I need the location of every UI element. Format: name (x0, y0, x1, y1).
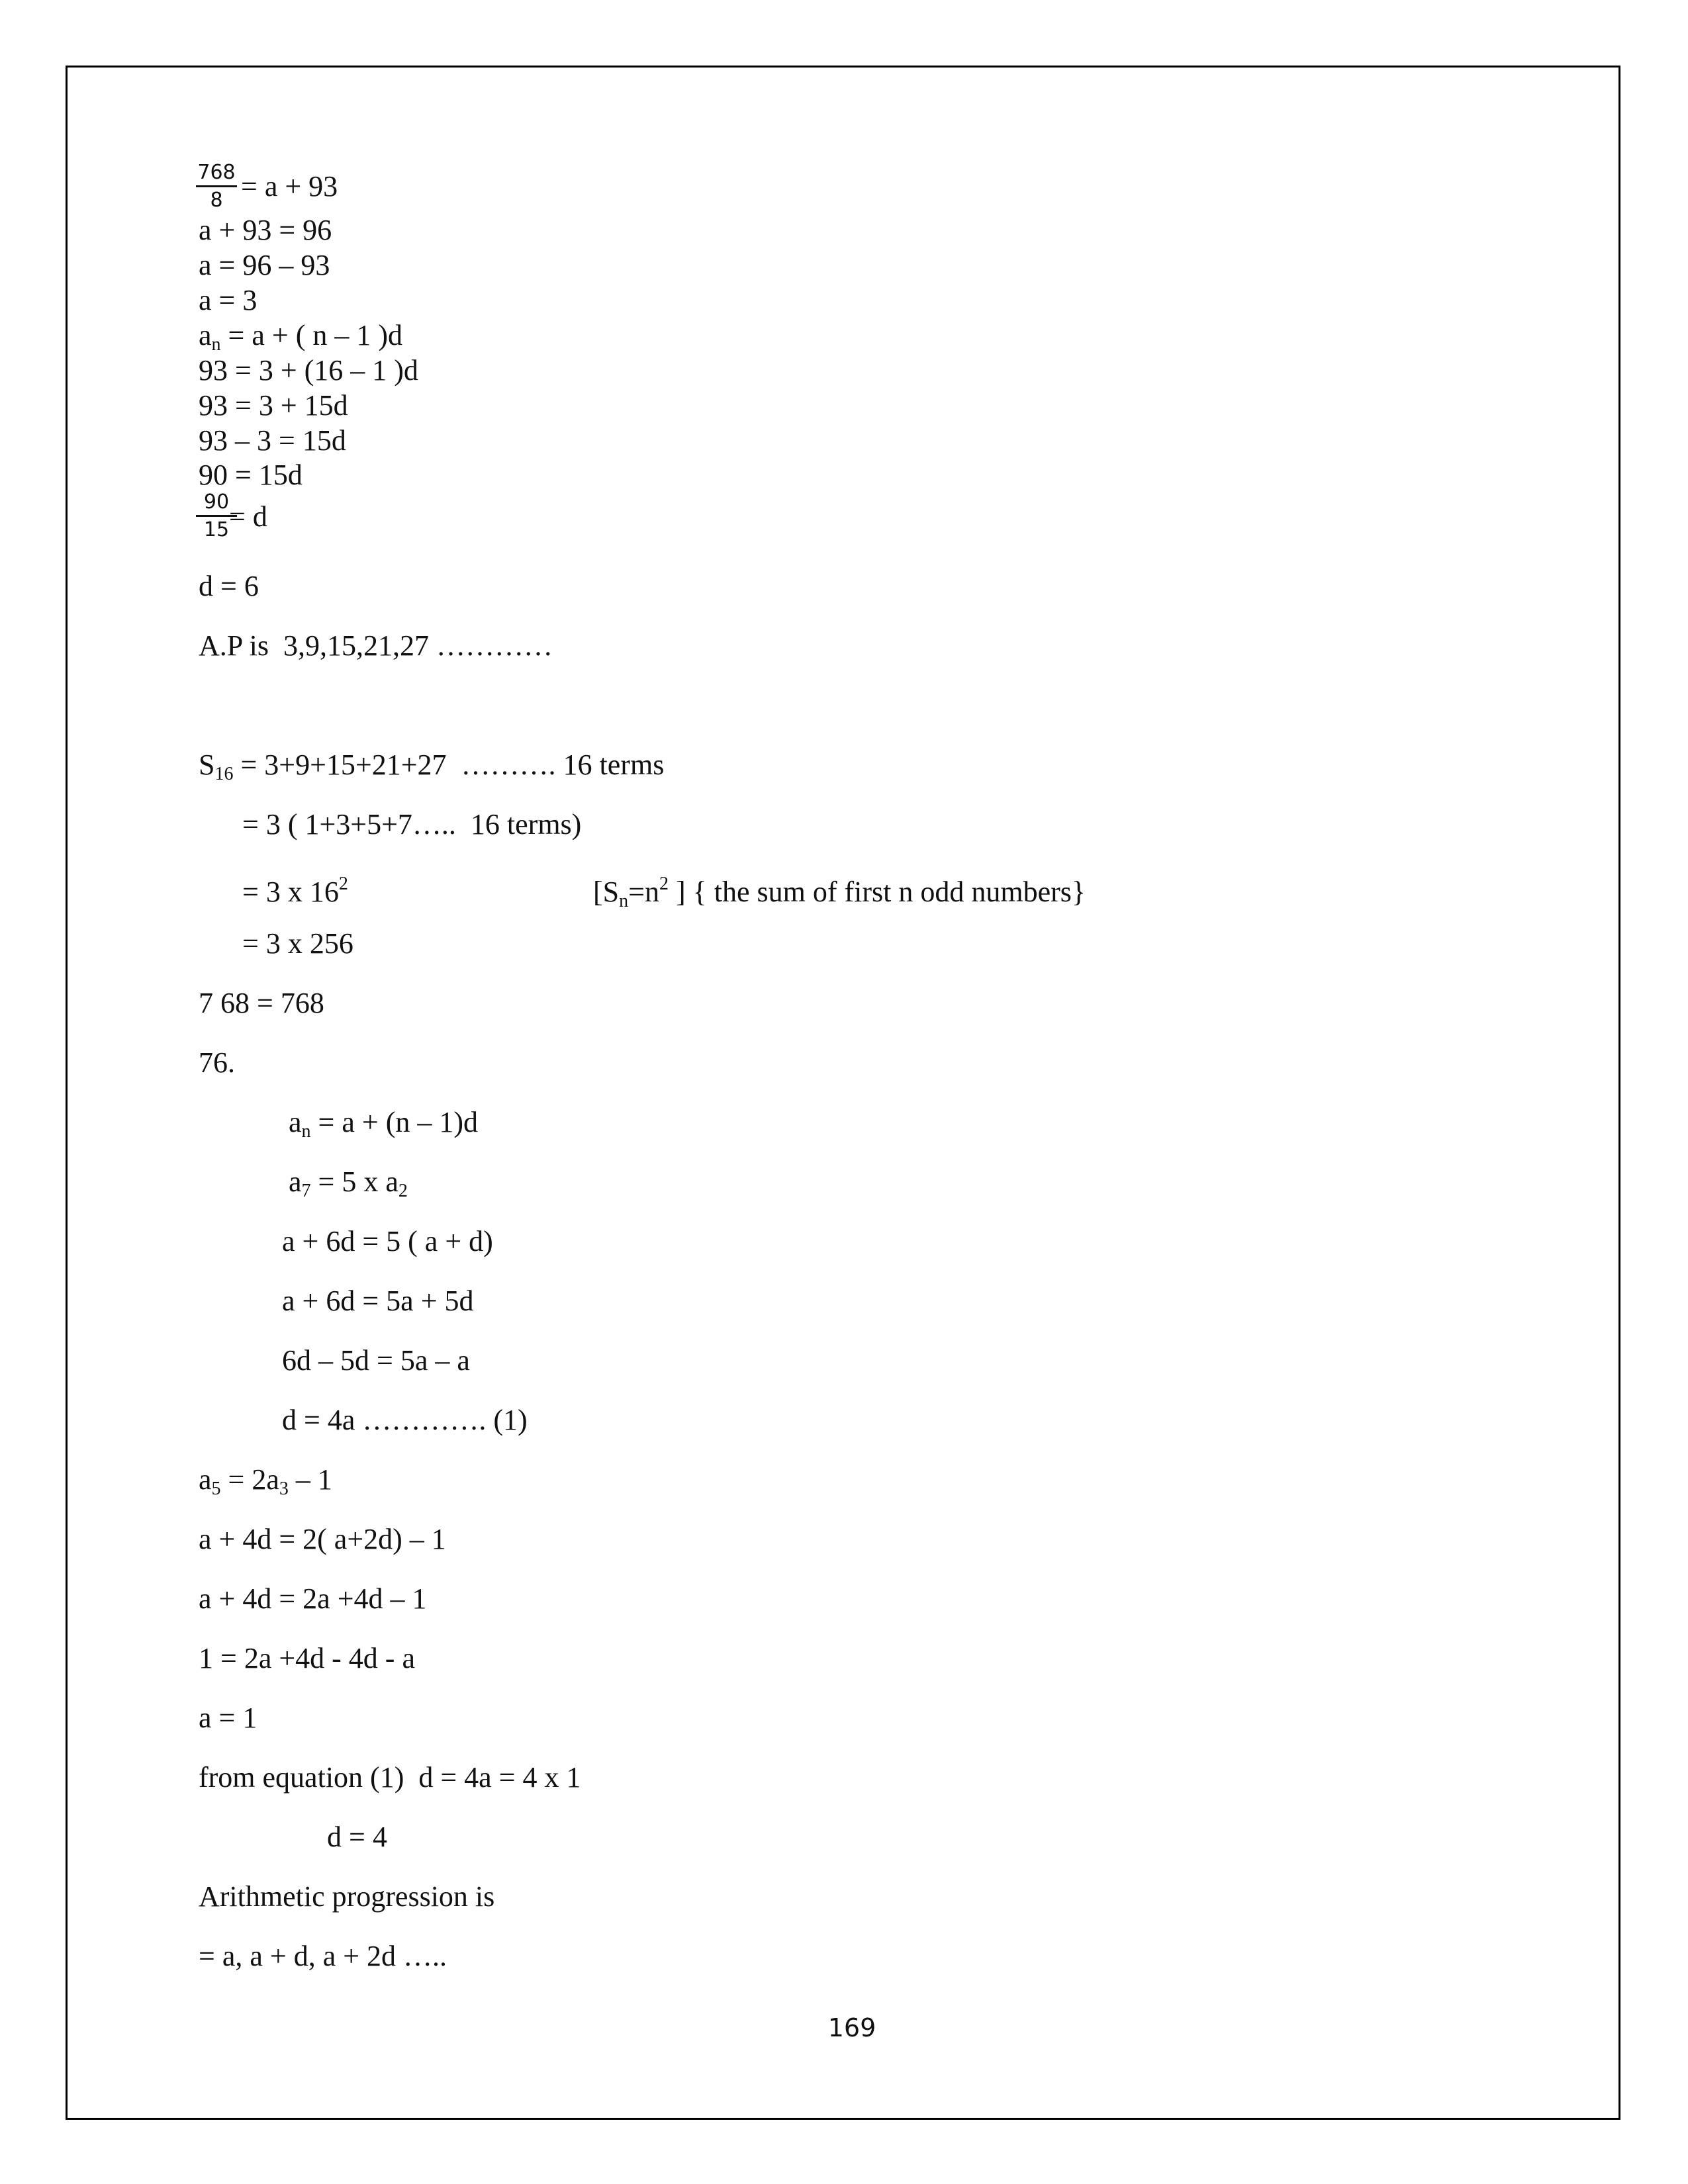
fraction-denominator: 15 (203, 518, 230, 541)
equation-line: d = 4 (327, 1821, 387, 1853)
equation-line: a = 96 – 93 (199, 249, 330, 281)
equation-line: 93 = 3 + (16 – 1 )d (199, 354, 418, 387)
question-number: 76. (199, 1046, 235, 1079)
equation-line: d = 4a …………. (1) (282, 1404, 528, 1436)
fraction-numerator: 90 (203, 490, 230, 514)
equation-line: 6d – 5d = 5a – a (282, 1344, 470, 1377)
equation-line: = a, a + d, a + 2d ….. (199, 1940, 447, 1972)
fraction-denominator: 8 (210, 189, 223, 212)
fraction-768-over-8 (196, 160, 237, 214)
text-line: Arithmetic progression is (199, 1880, 495, 1913)
equation-line: a + 4d = 2( a+2d) – 1 (199, 1523, 446, 1555)
equation-line: a + 6d = 5 ( a + d) (282, 1225, 493, 1257)
equation-line: = 3 x $16^2$ (242, 874, 348, 908)
equation-line: 93 = 3 + 15d (199, 389, 348, 422)
equation-line: $a_5 = 2a_3 - 1$ (199, 1463, 332, 1499)
equation-line: 7 68 = 768 (199, 987, 324, 1019)
equation-line: = 3 ( 1+3+5+7….. 16 terms) (242, 808, 582, 841)
equation-line: 1 = 2a +4d - 4d - a (199, 1642, 415, 1674)
equation-line: 93 – 3 = 15d (199, 424, 346, 457)
page-number: 169 (827, 2013, 876, 2042)
equation-note: [$S_n=n^2$ ] { the sum of first n odd numbers} (593, 874, 1086, 911)
equation-line: a = 3 (199, 284, 258, 316)
equation-line: d = 6 (199, 570, 259, 602)
equation-line: = d (229, 500, 267, 533)
equation-line: = 3 x 256 (242, 927, 353, 960)
fraction-numerator: 768 (197, 161, 236, 184)
equation-line: $a_n = a$ + ( n – 1 )d (199, 319, 402, 355)
equation-line: from equation (1) d = 4a = 4 x 1 (199, 1761, 581, 1794)
equation-line: = a + 93 (241, 170, 338, 203)
equation-line: $S_{16} = 3+9+15+21+27$ ………. 16 terms (199, 749, 665, 784)
equation-line: a = 1 (199, 1702, 258, 1734)
equation-line: a + 4d = 2a +4d – 1 (199, 1582, 427, 1615)
equation-line: $a_n = a + (n - 1)d$ (289, 1106, 478, 1142)
equation-line: a + 93 = 96 (199, 214, 332, 246)
equation-line: A.P is 3,9,15,21,27 ………… (199, 629, 553, 662)
equation-line: a + 6d = 5a + 5d (282, 1285, 474, 1317)
equation-line: $a_7 = 5$ x $a_2$ (289, 1165, 408, 1201)
equation-line: 90 = 15d (199, 459, 303, 491)
